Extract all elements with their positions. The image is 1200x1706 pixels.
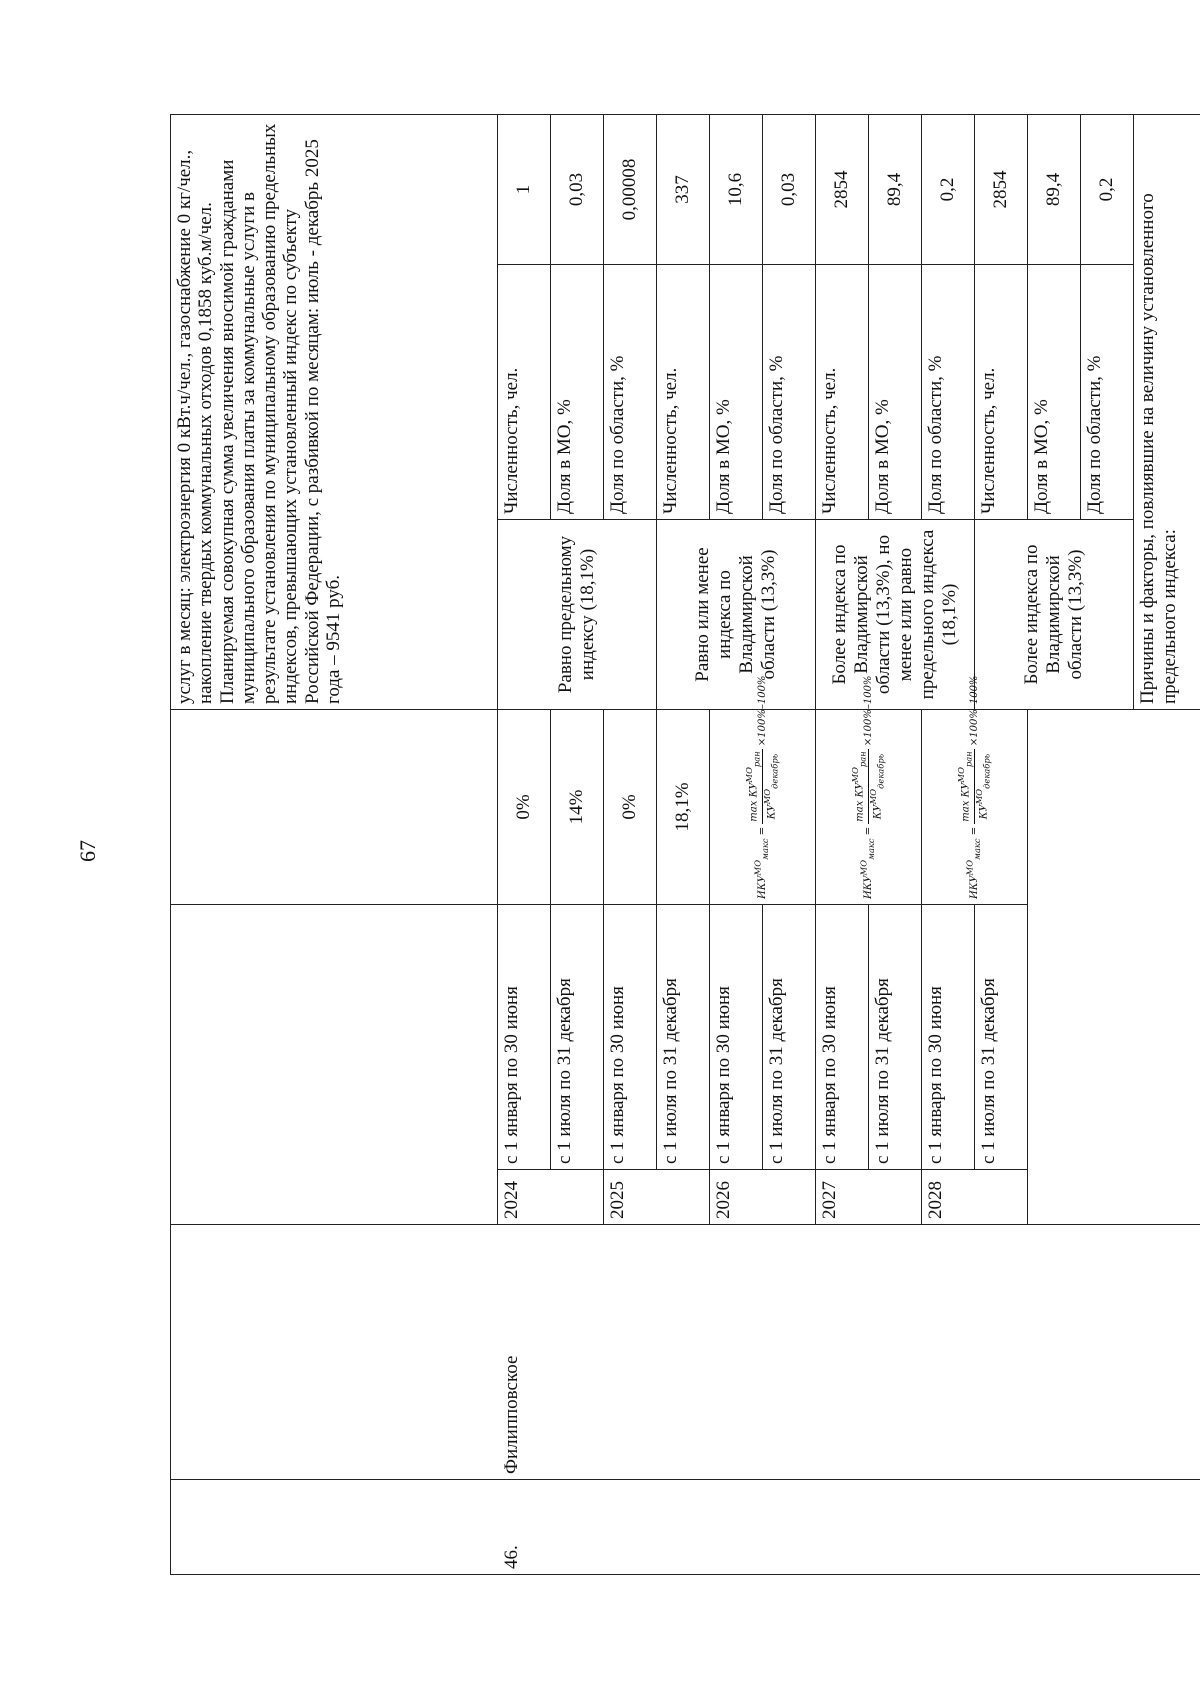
metric-label: Доля по области, % — [1081, 265, 1134, 520]
group-label: Более индекса по Владимирской области (13,3%), но менее или равно предельного индекса (18,1%) — [816, 520, 975, 710]
metric-label: Доля в МО, % — [551, 265, 604, 520]
cell-blank — [1028, 905, 1081, 1170]
period-cell: с 1 июля по 31 декабря — [763, 905, 816, 1170]
metric-label: Доля в МО, % — [1028, 265, 1081, 520]
group-label: Равно или менее индекса по Владимирской области (13,3%) — [657, 520, 816, 710]
metric-value: 2854 — [975, 115, 1028, 265]
data-table — [170, 114, 1200, 1575]
cell-blank — [171, 905, 498, 1170]
metric-value: 0,03 — [763, 115, 816, 265]
metric-value: 0,2 — [922, 115, 975, 265]
footer-text: Причины и факторы, повлиявшие на величину установленного предельного индекса: — [1134, 115, 1200, 710]
metric-value: 0,2 — [1081, 115, 1134, 265]
row-number: 46. — [498, 1480, 1200, 1575]
index-value: 14% — [551, 710, 604, 905]
index-formula: $ИКУ^{МО}_{макс}$ = $\max КУ^{МО}_{ран}$ $КУ^{МО}_{декабрь}$ ×100%–100% — [744, 675, 780, 899]
metric-label: Доля по области, % — [604, 265, 657, 520]
rotated-table-wrapper — [170, 115, 1180, 1575]
period-cell: с 1 января по 30 июня — [922, 905, 975, 1170]
cell-blank — [1134, 905, 1200, 1170]
cell-blank — [1028, 710, 1081, 905]
municipality-name: Филипповское — [498, 1225, 1200, 1480]
year-cell: 2025 — [604, 1170, 710, 1225]
cell-blank — [171, 1225, 498, 1480]
formula-cell — [710, 675, 816, 905]
table-row — [498, 115, 551, 1575]
index-formula: $ИКУ^{МО}_{макс}$ = $\max КУ^{МО}_{ран}$ $КУ^{МО}_{декабрь}$ ×100%–100% — [956, 675, 992, 899]
index-value: 0% — [604, 710, 657, 905]
cell-blank — [1134, 1170, 1200, 1225]
cell-blank — [171, 1170, 498, 1225]
period-cell: с 1 января по 30 июня — [604, 905, 657, 1170]
cell-blank — [171, 710, 498, 905]
group-label: Более индекса по Владимирской области (13,3%) — [975, 520, 1134, 710]
page-number: 67 — [75, 840, 100, 862]
period-cell: с 1 июля по 31 декабря — [869, 905, 922, 1170]
metric-value: 89,4 — [1028, 115, 1081, 265]
period-cell: с 1 января по 30 июня — [498, 905, 551, 1170]
period-cell: с 1 июля по 31 декабря — [551, 905, 604, 1170]
period-cell: с 1 июля по 31 декабря — [657, 905, 710, 1170]
metric-value: 2854 — [816, 115, 869, 265]
metric-value: 1 — [498, 115, 551, 265]
metric-value: 337 — [657, 115, 710, 265]
metric-label: Доля в МО, % — [869, 265, 922, 520]
metric-label: Численность, чел. — [975, 265, 1028, 520]
description-row — [171, 115, 498, 1575]
cell-blank — [1081, 1170, 1134, 1225]
metric-label: Доля по области, % — [922, 265, 975, 520]
metric-value: 10,6 — [710, 115, 763, 265]
group-label: Равно предельному индексу (18,1%) — [498, 520, 657, 710]
year-cell: 2027 — [816, 1170, 922, 1225]
cell-blank — [1028, 1170, 1081, 1225]
period-cell: с 1 июля по 31 декабря — [975, 905, 1028, 1170]
metric-value: 89,4 — [869, 115, 922, 265]
formula-cell — [816, 675, 922, 905]
cell-blank — [1081, 905, 1134, 1170]
metric-value: 0,03 — [551, 115, 604, 265]
metric-label: Доля в МО, % — [710, 265, 763, 520]
cell-blank — [1134, 710, 1200, 905]
metric-label: Численность, чел. — [657, 265, 710, 520]
description-text: услуг в месяц: электроэнергия 0 кВт.ч/чел., газоснабжение 0 кг/чел., накопление твердых коммунальных отходов 0,1858 куб.м/чел. Планируемая совокупная сумма увеличения вносимой гражданами муниципального образования платы за коммунальные услуги в результате установления по муниципальному образованию предельных индексов, превышающих установленный индекс по субъекту Российской Федерации, с разбивкой по месяцам: июль - декабрь 2025 года – 9541 руб. — [171, 115, 498, 710]
metric-value: 0,00008 — [604, 115, 657, 265]
period-cell: с 1 января по 30 июня — [710, 905, 763, 1170]
period-cell: с 1 января по 30 июня — [816, 905, 869, 1170]
index-value: 0% — [498, 710, 551, 905]
year-cell: 2026 — [710, 1170, 816, 1225]
metric-label: Численность, чел. — [498, 265, 551, 520]
year-cell: 2028 — [922, 1170, 1028, 1225]
formula-cell — [922, 675, 1028, 905]
index-value: 18,1% — [657, 710, 710, 905]
cell-blank — [1081, 710, 1134, 905]
index-formula: $ИКУ^{МО}_{макс}$ = $\max КУ^{МО}_{ран}$ $КУ^{МО}_{декабрь}$ ×100%–100% — [850, 675, 886, 899]
year-cell: 2024 — [498, 1170, 604, 1225]
cell-blank — [171, 1480, 498, 1575]
metric-label: Доля по области, % — [763, 265, 816, 520]
metric-label: Численность, чел. — [816, 265, 869, 520]
